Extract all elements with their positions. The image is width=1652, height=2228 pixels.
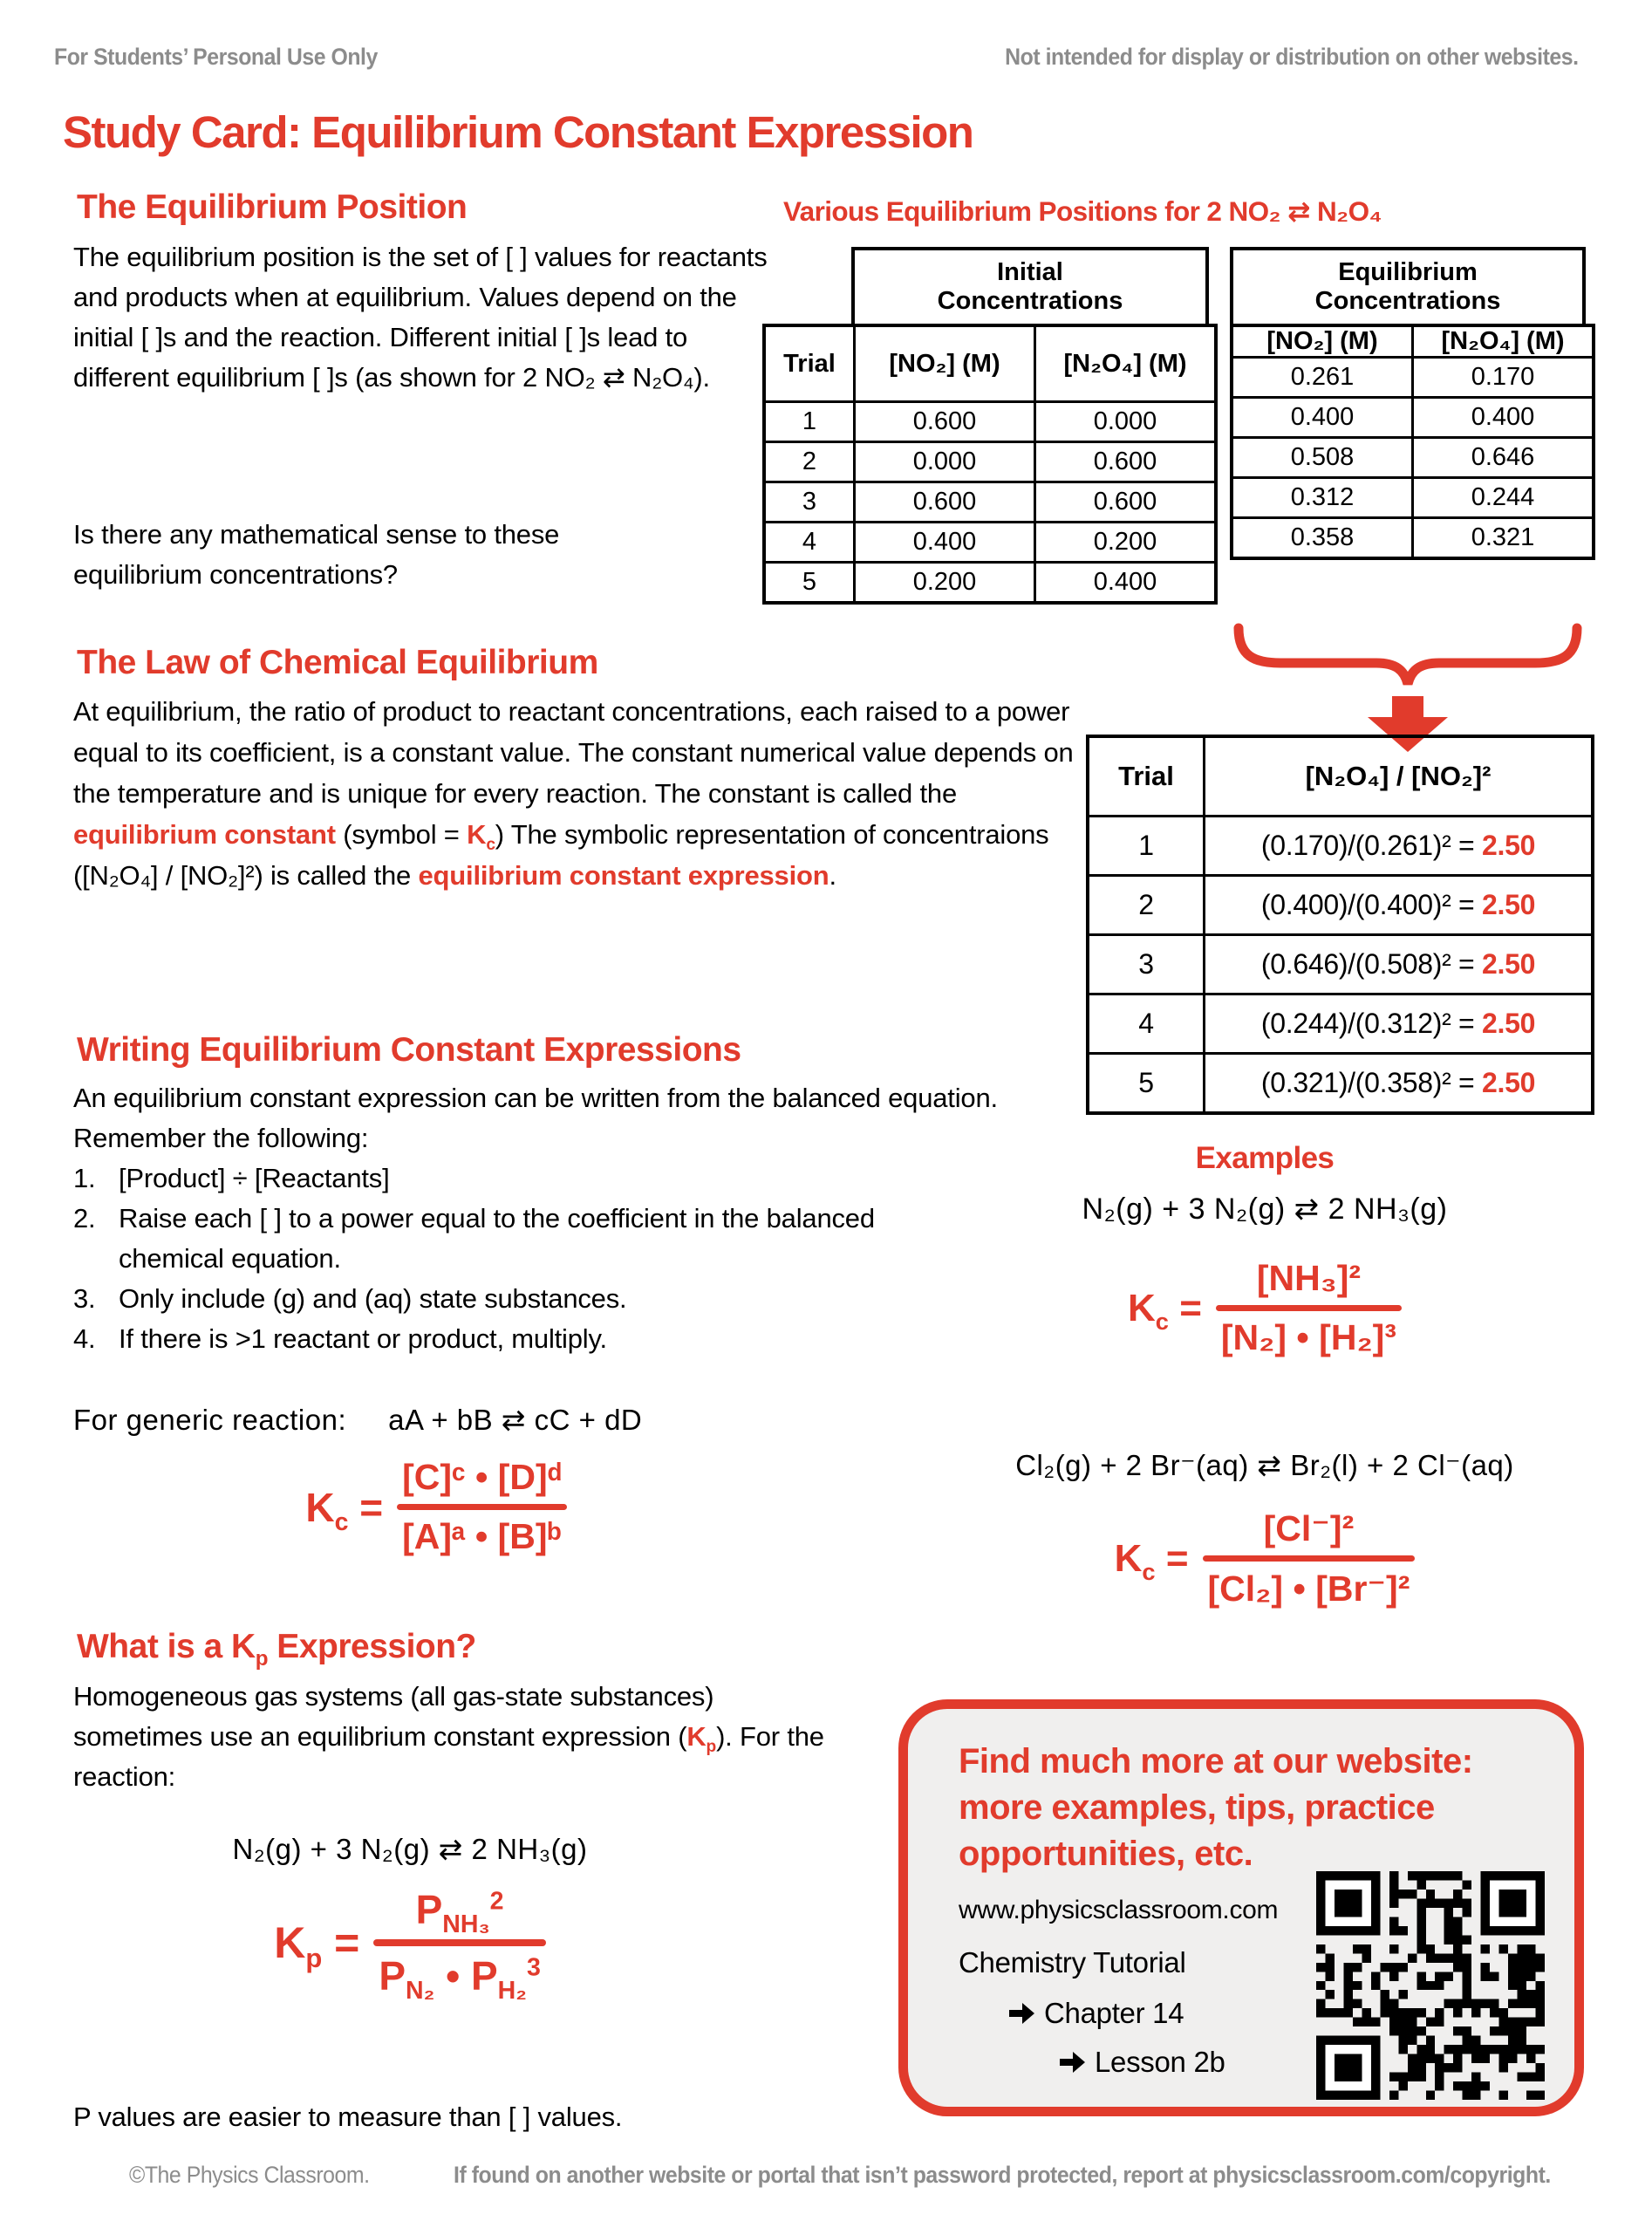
table-row: 4 0.400 0.200	[764, 523, 1216, 563]
section-heading-equilibrium-position: The Equilibrium Position	[77, 188, 468, 226]
kp-reaction-equation: N₂(g) + 3 N₂(g) ⇄ 2 NH₃(g)	[232, 1833, 588, 1865]
kp-symbol: $K_p$	[686, 1721, 717, 1757]
formula-denominator: [N₂] • [H₂]³	[1220, 1317, 1396, 1357]
footer-copyright: ©The Physics Classroom.	[129, 2162, 370, 2188]
kp-paragraph: Homogeneous gas systems (all gas-state substances) sometimes use an equilibrium constant expression $(K_p)$. For the reaction:	[73, 1681, 824, 1792]
list-item: 2. Raise each [ ] to a power equal to the coefficient in the balanced chemical equation.	[73, 1203, 875, 1274]
section-heading-law: The Law of Chemical Equilibrium	[77, 644, 598, 681]
table-row: 0.261 0.170	[1232, 358, 1594, 398]
writing-rules-list	[73, 1158, 998, 1359]
generic-reaction-line: For generic reaction: aA + bB ⇄ cC + dD	[73, 1404, 643, 1436]
kp-formula: $K_p$ = $P_{NH_3}^2$ $P_{N_2}$ • $P_{H_2}^3$	[131, 1884, 689, 2001]
law-paragraph: At equilibrium, the ratio of product to reactant concentrations, each raised to a power equal to its coefficient, is a constant value. The constant numerical value depends on the temperature and is unique for every reaction. The constant is called the equilibrium constant (symbol = $K_c$) The symbolic representation of concentraions ([N₂O₄] / [NO₂]²) is called the equilibrium constant expression.	[73, 696, 1074, 891]
table-row: 2 (0.400)/(0.400)² = 2.50	[1088, 876, 1593, 935]
header-left-notice: For Students’ Personal Use Only	[54, 44, 378, 70]
ratio-col-header-expression: [N₂O₄] / [NO₂]²	[1205, 736, 1594, 817]
ratio-value: 2.50	[1482, 948, 1536, 980]
formula-numerator: $P_{NH_3}^2$	[415, 1887, 504, 1939]
list-item: 3. Only include (g) and (aq) state substances.	[73, 1283, 627, 1314]
header-right-notice: Not intended for display or distribution on other websites.	[1005, 44, 1579, 70]
qr-code	[1316, 1871, 1545, 2100]
ratio-table	[1086, 735, 1594, 1115]
formula-denominator: $P_{N_2}$ • $P_{H_2}^3$	[379, 1953, 541, 2006]
table-row: 5 (0.321)/(0.358)² = 2.50	[1088, 1054, 1593, 1114]
example-equation-chlorine: Cl₂(g) + 2 Br⁻(aq) ⇄ Br₂(l) + 2 Cl⁻(aq)	[1015, 1449, 1514, 1481]
equilibrium-question: Is there any mathematical sense to these equilibrium concentrations?	[73, 519, 560, 590]
right-arrow-icon	[1060, 2051, 1086, 2074]
col-header-no2: [NO₂] (M)	[855, 325, 1035, 402]
table-row: 1 (0.170)/(0.261)² = 2.50	[1088, 817, 1593, 876]
equilibrium-position-paragraph: The equilibrium position is the set of [ ] values for reactants and products when at equilibrium. Values depend on the initial [ ]s and the reaction. Different initial [ ]s lead to different equilibrium [ ]s (as shown for 2 NO₂ ⇄ N₂O₄).	[73, 242, 768, 393]
ratio-value: 2.50	[1482, 889, 1536, 920]
table-row: 2 0.000 0.600	[764, 442, 1216, 482]
initial-concentrations-table	[762, 247, 1212, 622]
list-item: 1. [Product] ÷ [Reactants]	[73, 1163, 390, 1193]
table-row: 0.508 0.646	[1232, 438, 1594, 478]
kc-ammonia-formula: $K_c$ = [NH₃]² [N₂] • [H₂]³	[959, 1256, 1570, 1360]
col-header-n2o4: [N₂O₄] (M)	[1413, 325, 1594, 358]
section-heading-writing: Writing Equilibrium Constant Expressions	[77, 1031, 741, 1069]
promo-chemistry-tutorial: Chemistry Tutorial	[959, 1946, 1186, 1979]
kp-note: P values are easier to measure than [ ] values.	[73, 2102, 623, 2132]
fraction-bar	[1203, 1555, 1416, 1562]
promo-lesson: Lesson 2b	[1060, 2046, 1225, 2079]
ratio-col-header-trial: Trial	[1088, 736, 1205, 817]
section-heading-various-positions: Various Equilibrium Positions for 2 NO₂ ⇄ N₂O₄	[783, 195, 1382, 227]
col-header-n2o4: [N₂O₄] (M)	[1035, 325, 1217, 402]
fraction-bar	[397, 1504, 567, 1510]
table-row: 5 0.200 0.400	[764, 563, 1216, 603]
col-header-no2: [NO₂] (M)	[1232, 325, 1413, 358]
kc-generic-formula: $K_c$ = [C]ᶜ • [D]ᵈ [A]ᵃ • [B]ᵇ	[131, 1455, 741, 1559]
table-row: 0.358 0.321	[1232, 518, 1594, 558]
formula-numerator: [Cl⁻]²	[1263, 1508, 1355, 1548]
equilibrium-table-group-header: Equilibrium Concentrations	[1230, 247, 1586, 327]
kc-chlorine-formula: $K_c$ = [Cl⁻]² [Cl₂] • [Br⁻]²	[959, 1506, 1570, 1611]
writing-intro: An equilibrium constant expression can be written from the balanced equation. Remember the following:	[73, 1083, 998, 1153]
website-promo-box	[898, 1699, 1584, 2116]
footer-notice: If found on another website or portal that isn’t password protected, report at physicsclassroom.com/copyright.	[454, 2162, 1551, 2188]
list-item: 4. If there is >1 reactant or product, multiply.	[73, 1323, 607, 1354]
kc-symbol: $K_c$	[467, 819, 495, 855]
table-row: 0.312 0.244	[1232, 478, 1594, 518]
formula-numerator: [NH₃]²	[1256, 1258, 1361, 1298]
table-row: 3 0.600 0.600	[764, 482, 1216, 523]
section-heading-kp: What is a $K_p$ Expression?	[77, 1628, 476, 1671]
generic-equation: aA + bB ⇄ cC + dD	[388, 1404, 643, 1436]
formula-denominator: [Cl₂] • [Br⁻]²	[1207, 1568, 1410, 1609]
fraction-bar	[373, 1939, 545, 1946]
ratio-value: 2.50	[1482, 1067, 1536, 1098]
formula-numerator: [C]ᶜ • [D]ᵈ	[402, 1457, 562, 1497]
section-heading-examples: Examples	[1195, 1141, 1335, 1175]
table-row: 3 (0.646)/(0.508)² = 2.50	[1088, 935, 1593, 994]
ratio-value: 2.50	[1482, 830, 1536, 861]
formula-denominator: [A]ᵃ • [B]ᵇ	[402, 1516, 562, 1556]
example-equation-ammonia: N₂(g) + 3 N₂(g) ⇄ 2 NH₃(g)	[1082, 1193, 1448, 1226]
fraction-bar	[1216, 1305, 1402, 1311]
page-title: Study Card: Equilibrium Constant Expression	[63, 107, 973, 157]
term-equilibrium-constant-expression: equilibrium constant expression	[418, 860, 829, 891]
equilibrium-concentrations-table	[1230, 247, 1589, 622]
table-row: 0.400 0.400	[1232, 398, 1594, 438]
equilibrium-table-grid	[1230, 324, 1595, 560]
right-arrow-icon	[1009, 2002, 1035, 2025]
table-row: 1 0.600 0.000	[764, 402, 1216, 442]
table-row: 4 (0.244)/(0.312)² = 2.50	[1088, 994, 1593, 1054]
col-header-trial: Trial	[764, 325, 855, 402]
term-equilibrium-constant: equilibrium constant	[73, 819, 336, 850]
initial-table-group-header: Initial Concentrations	[851, 247, 1209, 327]
promo-heading: Find much more at our website: more examples, tips, practice opportunities, etc.	[959, 1742, 1473, 1874]
ratio-value: 2.50	[1482, 1008, 1536, 1039]
promo-chapter: Chapter 14	[1009, 1997, 1184, 2030]
initial-table-grid	[762, 324, 1218, 605]
website-url: www.physicsclassroom.com	[959, 1896, 1279, 1924]
